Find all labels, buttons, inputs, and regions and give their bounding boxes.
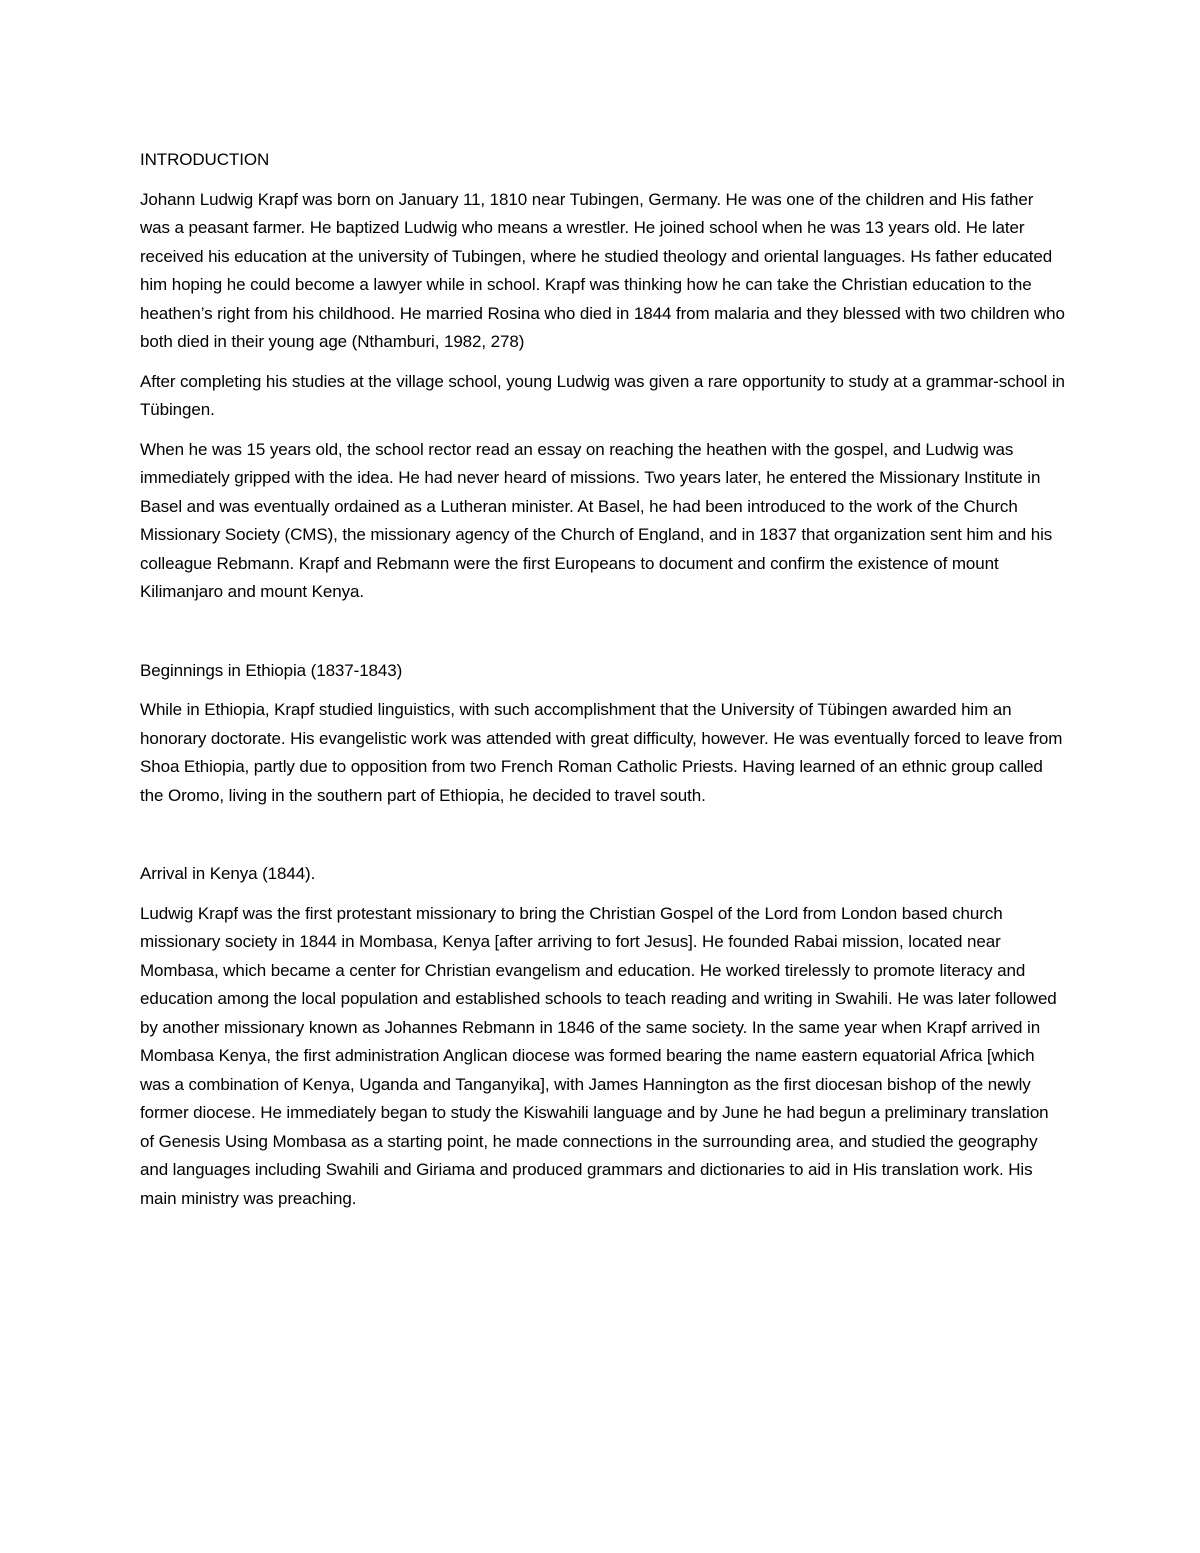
ethiopia-section-heading: Beginnings in Ethiopia (1837-1843)	[140, 660, 403, 680]
kenya-paragraph: Ludwig Krapf was the first protestant missionary to bring the Christian Gospel of the Lord from London based church missionary society in 1844 in Mombasa, Kenya [after arriving to fort Jesus]. He founded Rabai mission, located near Mombasa, which became a center for Christian evangelism and education. He worked tirelessly to promote literacy and education among the local population and established schools to teach reading and writing in Swahili. He was later followed by another missionary known as Johannes Rebmann in 1846 of the same society. In the same year when Krapf arrived in Mombasa Kenya, the first administration Anglican diocese was formed bearing the name eastern equatorial Africa [which was a combination of Kenya, Uganda and Tanganyika], with James Hannington as the first diocesan bishop of the newly former diocese. He immediately began to study the Kiswahili language and by June he had begun a preliminary translation of Genesis Using Mombasa as a starting point, he made connections in the surrounding area, and studied the geography and languages including Swahili and Giriama and produced grammars and dictionaries to aid in His translation work. His main ministry was preaching.	[140, 903, 1057, 1208]
section-spacer	[140, 618, 1065, 657]
introduction-heading: INTRODUCTION	[140, 150, 270, 169]
intro-paragraph-biography: Johann Ludwig Krapf was born on January 11, 1810 near Tubingen, Germany. He was one of the children and His father was a peasant farmer. He baptized Ludwig who means a wrestler. He joined school when he was 13 years old. He later received his education at the university of Tubingen, where he studied theology and oriental languages. Hs father educated him hoping he could become a lawyer while in school. Krapf was thinking how he can take the Christian education to the heathen’s right from his childhood. He married Rosina who died in 1844 from malaria and they blessed with two children who both died in their young age (Nthamburi, 1982, 278)	[140, 189, 1065, 351]
intro-paragraph-grammar-school: After completing his studies at the village school, young Ludwig was given a rare opportunity to study at a grammar-school in Tübingen.	[140, 371, 1065, 419]
intro-paragraph-missionary-calling: When he was 15 years old, the school rector read an essay on reaching the heathen with the gospel, and Ludwig was immediately gripped with the idea. He had never heard of missions. Two years later, he entered the Missionary Institute in Basel and was eventually ordained as a Lutheran minister. At Basel, he had been introduced to the work of the Church Missionary Society (CMS), the missionary agency of the Church of England, and in 1837 that organization sent him and his colleague Rebmann. Krapf and Rebmann were the first Europeans to document and confirm the existence of mount Kilimanjaro and mount Kenya.	[140, 439, 1053, 601]
ethiopia-paragraph: While in Ethiopia, Krapf studied linguistics, with such accomplishment that the University of Tübingen awarded him an honorary doctorate. His evangelistic work was attended with great difficulty, however. He was eventually forced to leave from Shoa Ethiopia, partly due to opposition from two French Roman Catholic Priests. Having learned of an ethnic group called the Oromo, living in the southern part of Ethiopia, he decided to travel south.	[140, 700, 1063, 805]
document-body	[140, 146, 1065, 1224]
kenya-section-heading: Arrival in Kenya (1844).	[140, 864, 316, 883]
section-spacer	[140, 821, 1065, 860]
